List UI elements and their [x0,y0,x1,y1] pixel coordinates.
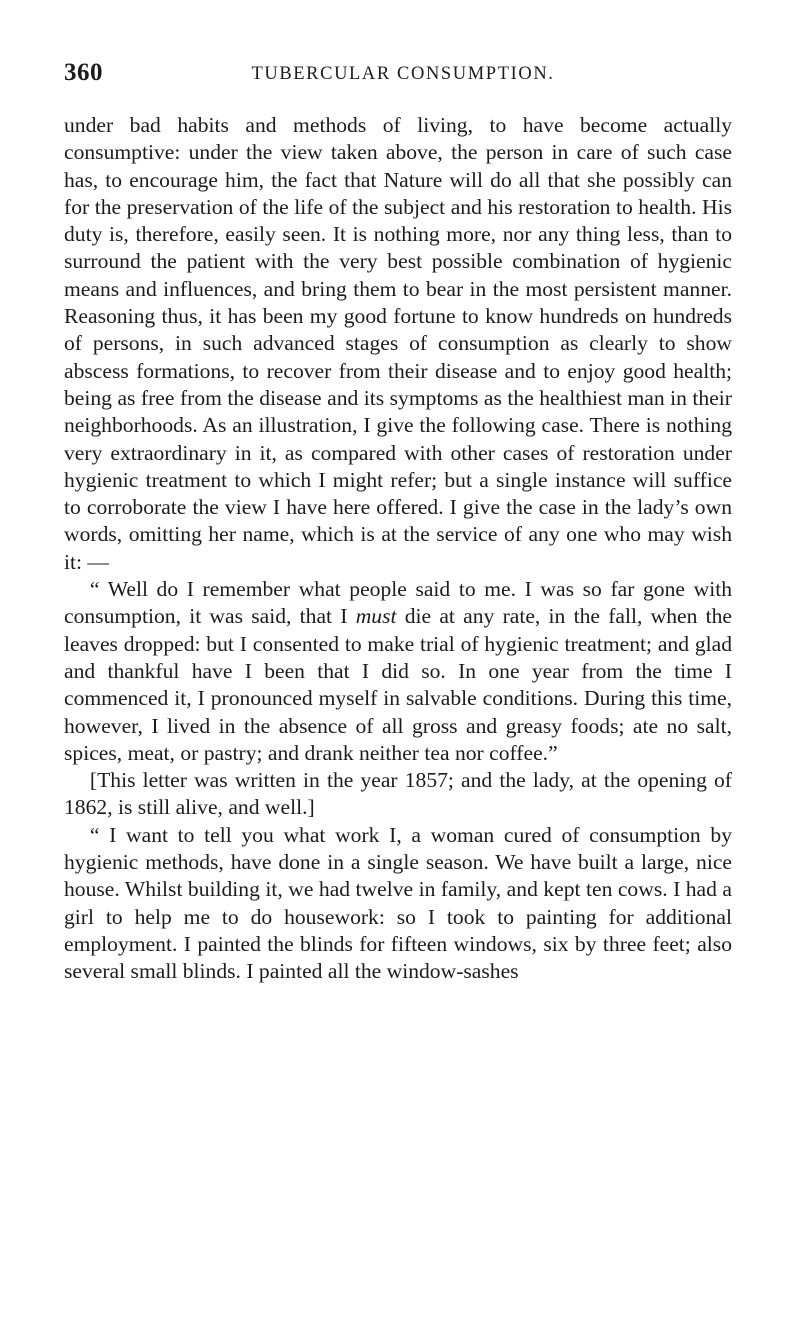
paragraph-editor-note: [This letter was written in the year 1857; and the lady, at the opening of 1862, is still alive, and well.] [64,768,732,820]
quote-text-start: “ Well do I remember what people said to me. I was so far gone with consumption, it was said, that I [64,577,732,629]
quote-text-end: die at any rate, in the fall, when the leaves dropped: but I consented to make trial of hygienic treatment; and glad and thankful have I been that I did so. In one year from the time I commenced it, I pronounced myself in salvable conditions. During this time, however, I lived in the absence of all gross and greasy foods; ate no salt, spices, meat, or pastry; and drank neither tea nor coffee.” [64,604,732,765]
book-page [64,58,732,986]
emphasis-must: must [355,604,397,629]
text-body [64,112,732,986]
paragraph-quote-letter [64,576,732,767]
page-header [64,58,732,90]
paragraph-second-letter: “ I want to tell you what work I, a woman cured of consumption by hygienic methods, have done in a single season. We have built a large, nice house. Whilst building it, we had twelve in family, and kept ten cows. I had a girl to help me to do housework: so I took to painting for additional employment. I painted the blinds for fifteen windows, six by three feet; also several small blinds. I painted all the window-sashes [64,822,732,984]
paragraph-continued: under bad habits and methods of living, to have become actually consumptive: under the view taken above, the person in care of such case has, to encourage him, the fact that Nature will do all that she possibly can for the preservation of the life of the subject and his restoration to health. His duty is, therefore, easily seen. It is nothing more, nor any thing less, than to surround the patient with the very best possible combination of hygienic means and influences, and bring them to bear in the most persistent manner. Reasoning thus, it has been my good fortune to know hundreds on hundreds of persons, in such advanced stages of consumption as clearly to show abscess formations, to recover from their disease and to enjoy good health; being as free from the disease and its symptoms as the healthiest man in their neighborhoods. As an illustration, I give the following case. There is nothing very extraordinary in it, as compared with other cases of restoration under hygienic treatment to which I might refer; but a single instance will suffice to corroborate the view I have here offered. I give the case in the lady’s own words, omitting her name, which is at the service of any one who may wish it: — [64,113,732,574]
page-number: 360 [64,59,103,86]
running-head: TUBERCULAR CONSUMPTION. [251,64,555,84]
